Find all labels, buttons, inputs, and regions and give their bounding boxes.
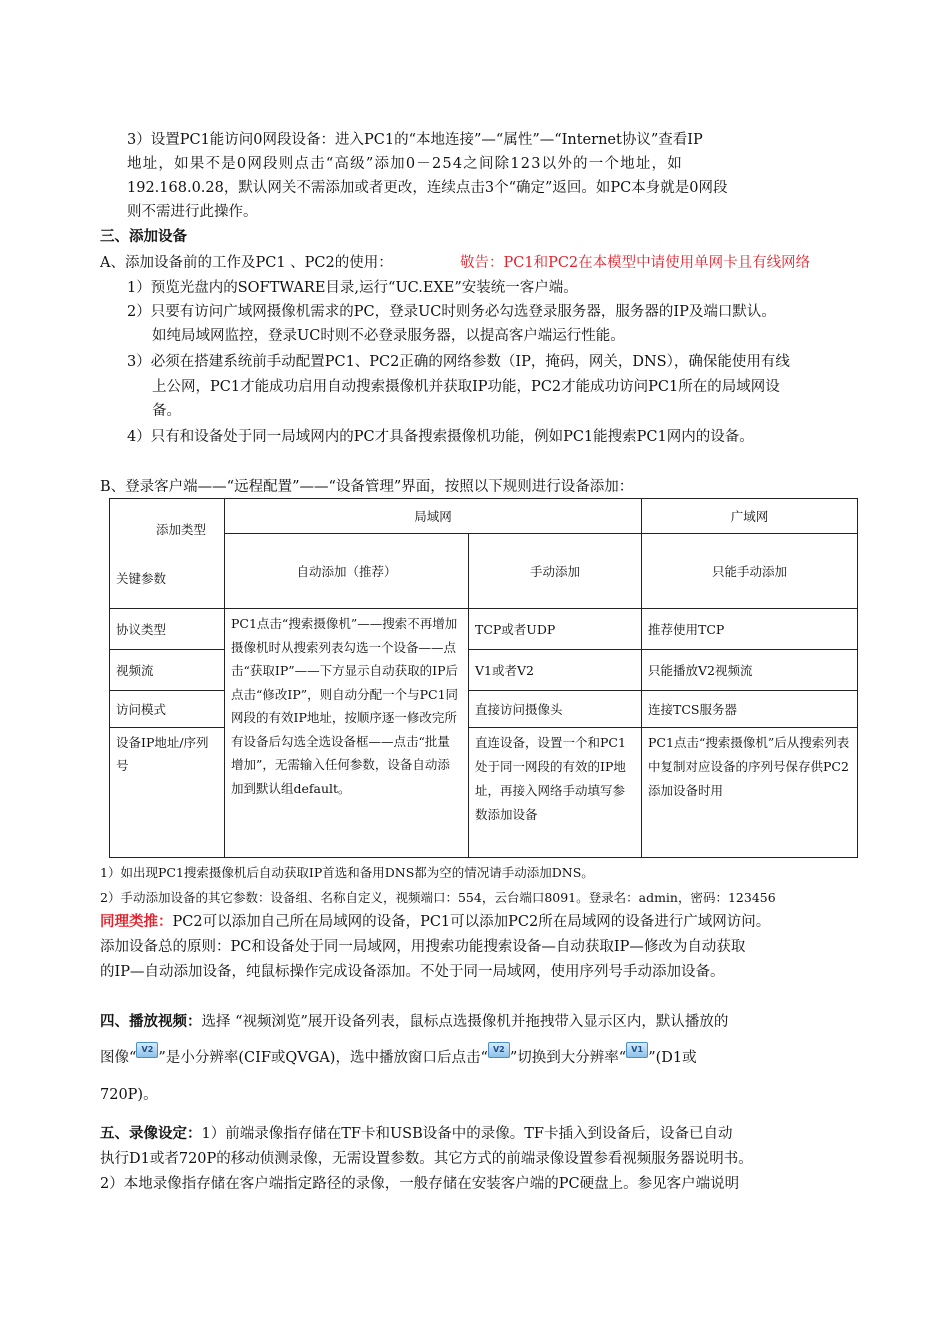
section3-a2-line2: 如纯局域网监控，登录UC时则不必登录服务器，以提高客户端运行性能。 xyxy=(152,328,625,344)
section4-l2-d: ”(D1或 xyxy=(648,1050,697,1066)
section3-a1: 1）预览光盘内的SOFTWARE目录,运行“UC.EXE”安装统一客户端。 xyxy=(127,280,578,296)
step3-line1: 3）设置PC1能访问0网段设备：进入PC1的“本地连接”—“属性”—“Internet协议”查看IP xyxy=(127,132,703,148)
section3-a2-line1: 2）只要有访问广域网摄像机需求的PC，登录UC时则务必勾选登录服务器，服务器的IP及端口默认。 xyxy=(127,304,776,320)
table-corner-cell xyxy=(110,499,225,609)
analog-label: 同理类推： xyxy=(100,913,173,930)
wan-cell: 连接TCS服务器 xyxy=(642,691,858,728)
section4-line2 xyxy=(100,1042,697,1070)
analog-text: PC2可以添加自己所在局域网的设备，PC1可以添加PC2所在局域网的设备进行广域网访问。 xyxy=(172,914,771,930)
section4-text1: 选择 “视频浏览”展开设备列表，鼠标点选摄像机并拖拽带入显示区内，默认播放的 xyxy=(201,1014,729,1030)
section3-a4: 4）只有和设备处于同一局域网内的PC才具备搜索摄像机功能，例如PC1能搜索PC1网内的设备。 xyxy=(127,429,754,445)
section3-heading: 三、添加设备 xyxy=(100,228,187,245)
note-1: 1）如出现PC1搜索摄像机后自动获取IP首选和备用DNS都为空的情况请手动添加DNS。 xyxy=(100,865,594,880)
param-cell: 访问模式 xyxy=(110,691,225,728)
wan-manual-header: 只能手动添加 xyxy=(642,534,858,609)
corner-param-label: 关键参数 xyxy=(116,570,167,586)
corner-type-label: 添加类型 xyxy=(156,521,207,537)
manual-add-header: 手动添加 xyxy=(469,534,642,609)
manual-cell: TCP或者UDP xyxy=(469,609,642,650)
principle-line1: 添加设备总的原则：PC和设备处于同一局域网，用搜索功能搜索设备—自动获取IP—修改为自动获取 xyxy=(100,939,746,955)
section4-heading: 四、播放视频： xyxy=(100,1013,202,1030)
v2-switch-icon: V2 xyxy=(488,1042,510,1058)
auto-add-header: 自动添加（推荐） xyxy=(225,534,469,609)
section5-heading: 五、录像设定： xyxy=(100,1125,202,1142)
wan-cell: 推荐使用TCP xyxy=(642,609,858,650)
wan-cell: 只能播放V2视频流 xyxy=(642,650,858,691)
v1-stream-icon: V1 xyxy=(626,1042,648,1058)
table-row xyxy=(110,650,858,691)
section5-text1: 1）前端录像指存储在TF卡和USB设备中的录像。TF卡插入到设备后，设备已自动 xyxy=(201,1126,733,1142)
section4-line1 xyxy=(100,1010,728,1034)
step3-line4: 则不需进行此操作。 xyxy=(127,204,258,220)
step3-line3: 192.168.0.28，默认网关不需添加或者更改，连续点击3个“确定”返回。如PC本身就是0网段 xyxy=(127,180,728,196)
device-add-table xyxy=(109,498,858,858)
section4-l2-c: ”切换到大分辨率“ xyxy=(509,1050,627,1066)
lan-header: 局域网 xyxy=(225,499,642,534)
section3-a-title: A、添加设备前的工作及PC1 、PC2的使用： xyxy=(100,255,393,271)
note-2: 2）手动添加设备的其它参数：设备组、名称自定义，视频端口：554，云台端口8091。登录名：admin，密码：123456 xyxy=(100,890,776,905)
v2-stream-icon: V2 xyxy=(136,1042,158,1058)
step3-line2: 地址，如果不是0网段则点击“高级”添加0－254之间除123以外的一个地址，如 xyxy=(127,156,683,172)
section4-l2-b: ”是小分辨率(CIF或QVGA)，选中播放窗口后点击“ xyxy=(158,1050,488,1066)
auto-add-description: PC1点击“搜索摄像机”——搜索不再增加摄像机时从搜索列表勾选一个设备——点击“获取IP”——下方显示自动获取的IP后点击“修改IP”，则自动分配一个与PC1同网段的有效IP地址，按顺序逐一修改完所有设备后勾选全选设备框——点击“批量增加”，无需输入任何参数，设备自动添加到默认组default。 xyxy=(225,609,469,858)
table-row xyxy=(110,728,858,858)
section3-b-title: B、登录客户端——“远程配置”——“设备管理”界面，按照以下规则进行设备添加： xyxy=(100,479,634,495)
analog-line xyxy=(100,910,770,934)
param-cell: 视频流 xyxy=(110,650,225,691)
section3-a3-line2: 上公网，PC1才能成功启用自动搜索摄像机并获取IP功能，PC2才能成功访问PC1所在的局域网设 xyxy=(152,379,780,395)
section3-a3-line1: 3）必须在搭建系统前手动配置PC1、PC2正确的网络参数（IP，掩码，网关，DNS），确保能使用有线 xyxy=(127,354,790,370)
wan-header: 广域网 xyxy=(642,499,858,534)
manual-cell: V1或者V2 xyxy=(469,650,642,691)
wan-cell: PC1点击“搜索摄像机”后从搜索列表中复制对应设备的序列号保存供PC2添加设备时用 xyxy=(642,728,858,858)
section3-warning: 敬告：PC1和PC2在本模型中请使用单网卡且有线网络 xyxy=(460,255,811,271)
section5-line2: 执行D1或者720P的移动侦测录像，无需设置参数。其它方式的前端录像设置参看视频服务器说明书。 xyxy=(100,1151,753,1167)
manual-cell: 直接访问摄像头 xyxy=(469,691,642,728)
principle-line2: 的IP—自动添加设备，纯鼠标操作完成设备添加。不处于同一局域网，使用序列号手动添加设备。 xyxy=(100,964,725,980)
section5-line1 xyxy=(100,1122,733,1146)
section3-a3-line3: 备。 xyxy=(152,403,181,419)
section4-line3: 720P)。 xyxy=(100,1087,158,1103)
section5-line3: 2）本地录像指存储在客户端指定路径的录像，一般存储在安装客户端的PC硬盘上。参见客户端说明 xyxy=(100,1176,740,1192)
section4-l2-a: 图像“ xyxy=(100,1050,137,1066)
table-row xyxy=(110,691,858,728)
param-cell: 协议类型 xyxy=(110,609,225,650)
table-row xyxy=(110,609,858,650)
manual-cell: 直连设备，设置一个和PC1处于同一网段的有效的IP地址，再接入网络手动填写参数添加设备 xyxy=(469,728,642,858)
param-cell: 设备IP地址/序列号 xyxy=(110,728,225,858)
